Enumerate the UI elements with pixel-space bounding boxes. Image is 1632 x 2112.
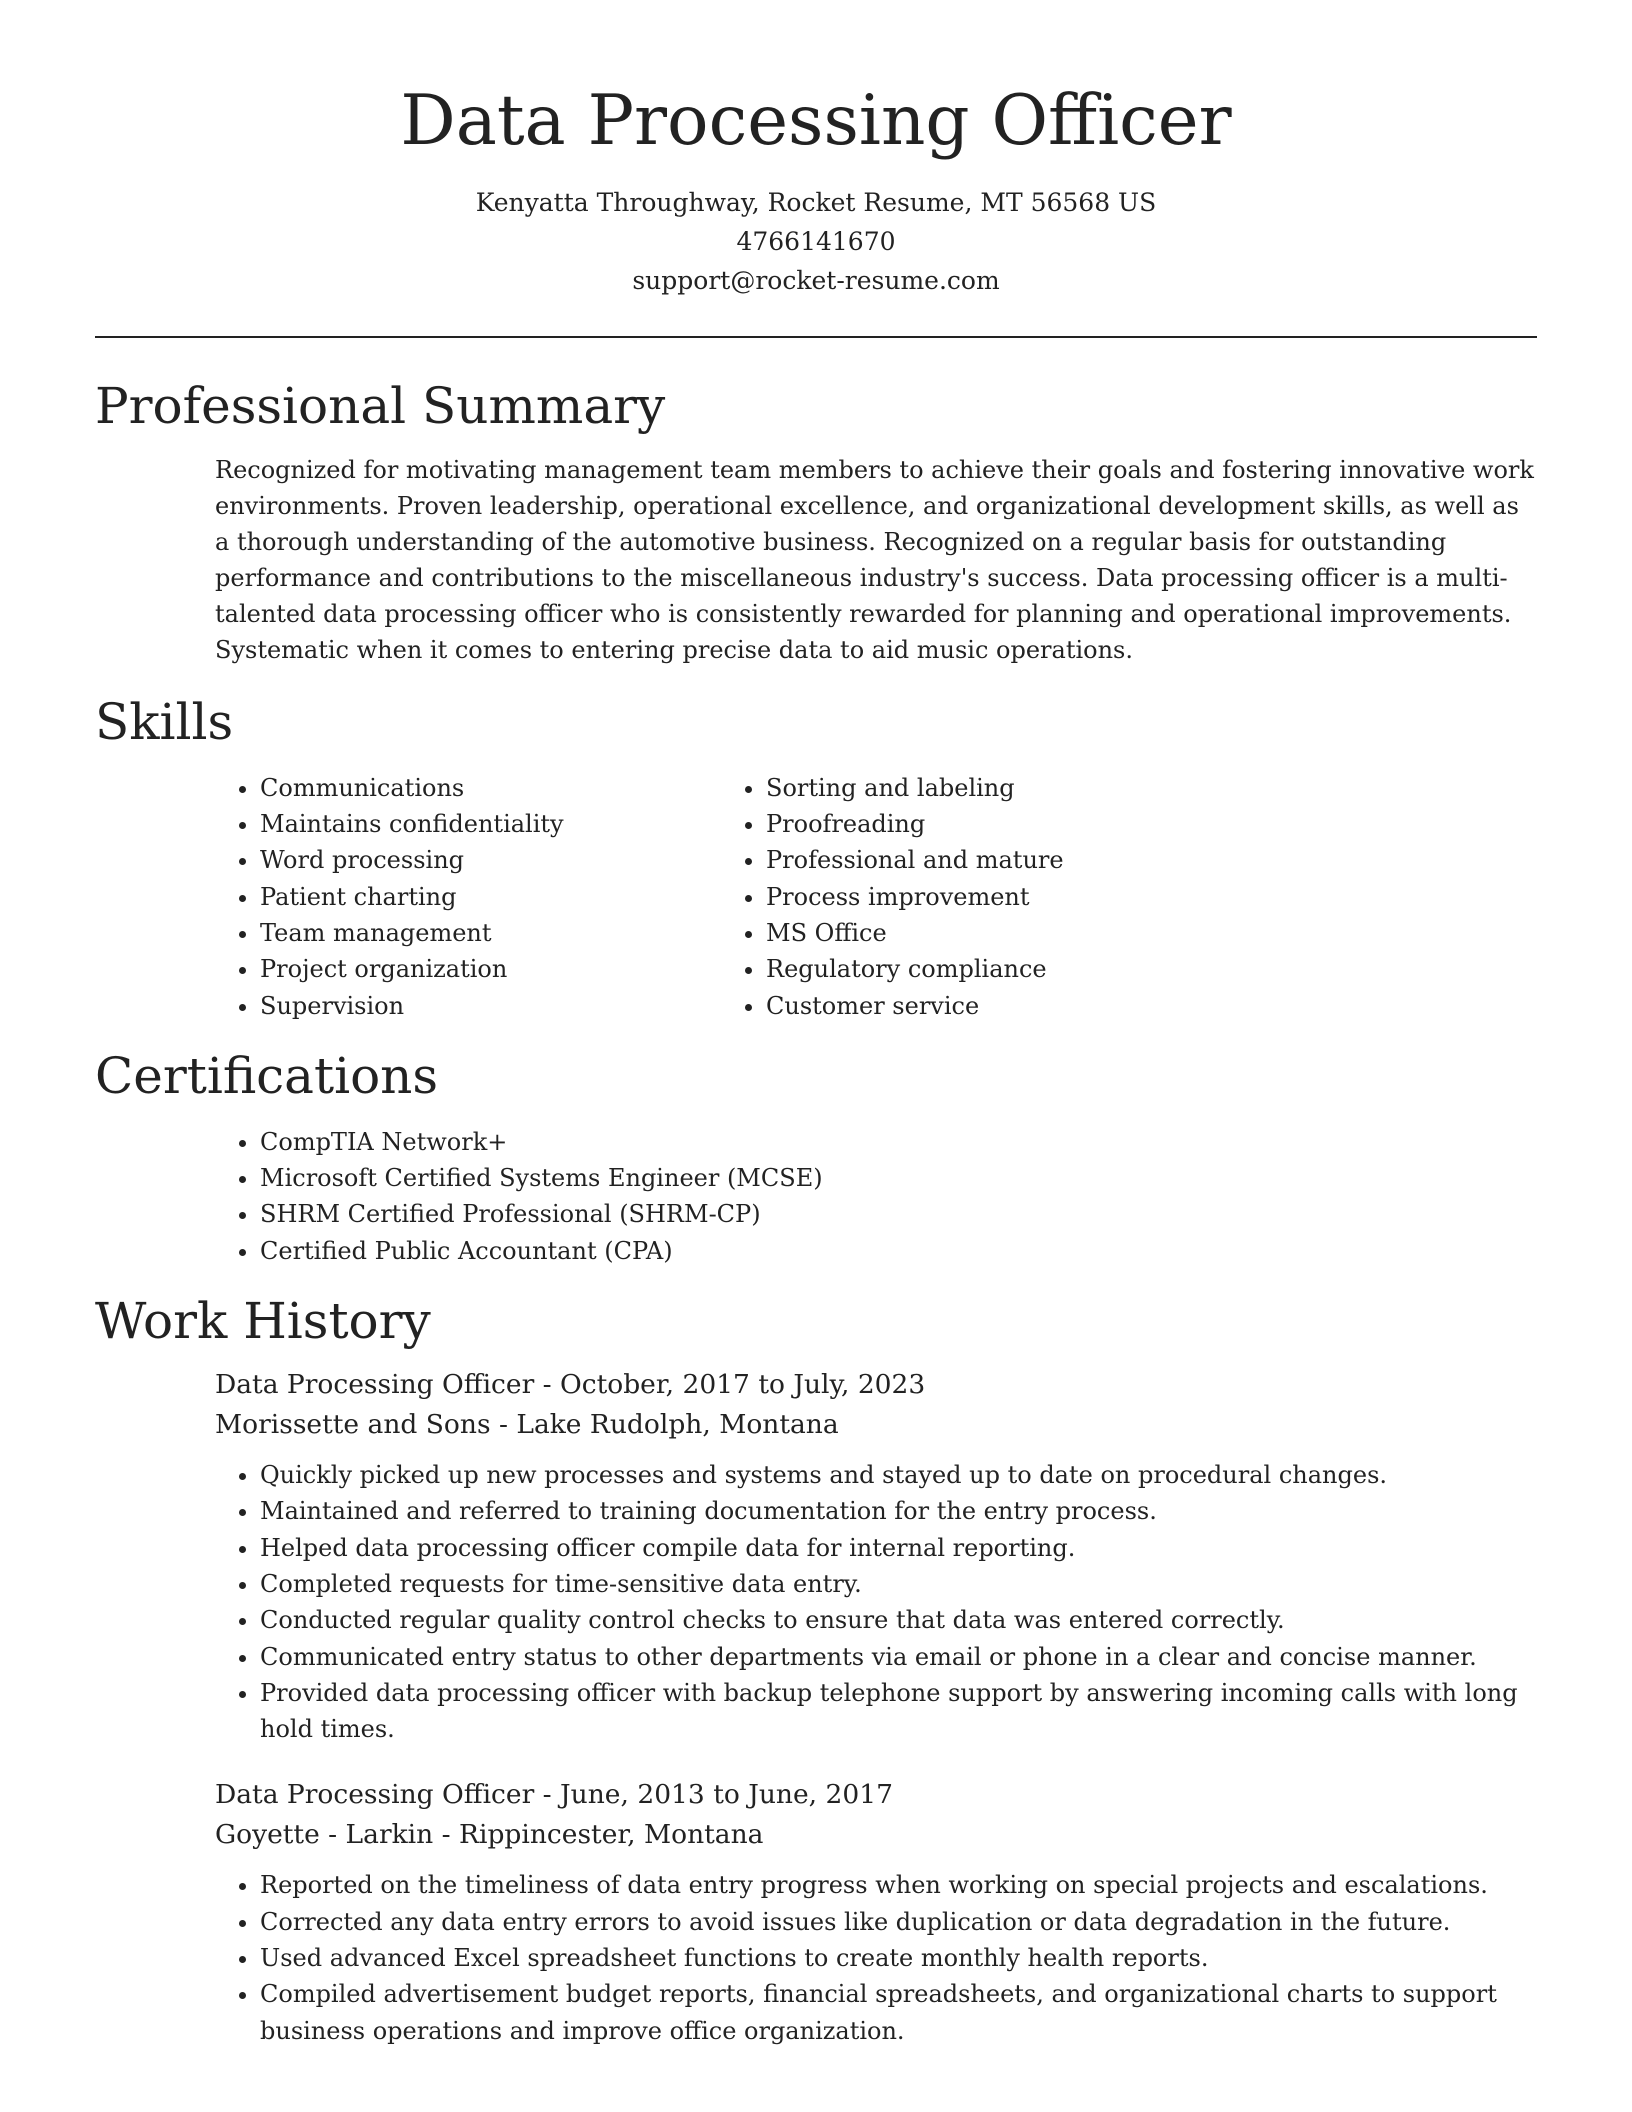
contact-address: Kenyatta Throughway, Rocket Resume, MT 56568 US xyxy=(475,187,1157,217)
skill-item: • Maintains confidentiality xyxy=(260,806,745,842)
contact-phone: 4766141670 xyxy=(736,226,896,256)
job-title-line xyxy=(215,1365,1537,1405)
skill-item: • Word processing xyxy=(260,842,745,878)
skills-heading: Skills xyxy=(95,692,234,751)
skills-column-2 xyxy=(766,770,1064,1024)
skill-item: • Professional and mature xyxy=(766,842,1064,878)
certifications-list xyxy=(95,1124,1537,1269)
work-history-heading: Work History xyxy=(95,1292,431,1351)
certification-item: • Certified Public Accountant (CPA) xyxy=(260,1233,1537,1269)
skill-item: • Team management xyxy=(260,915,745,951)
contact-email: support@rocket-resume.com xyxy=(632,265,1000,295)
job-bullets xyxy=(215,1867,1537,2048)
skill-item: • Sorting and labeling xyxy=(766,770,1064,806)
job-dates: - June, 2013 to June, 2017 xyxy=(534,1779,893,1811)
job-bullet: • Compiled advertisement budget reports, financial spreadsheets, and organizational charts to support business operations and improve office organization. xyxy=(260,1976,1537,2049)
job-bullet: • Provided data processing officer with backup telephone support by answering incoming calls with long hold times. xyxy=(260,1675,1537,1748)
job-company-line xyxy=(215,1405,1537,1445)
skill-item: • Supervision xyxy=(260,988,745,1024)
job-entry xyxy=(215,1365,1537,1747)
job-company: Morissette and Sons xyxy=(215,1409,491,1441)
certification-item: • CompTIA Network+ xyxy=(260,1124,1537,1160)
job-location: - Lake Rudolph, Montana xyxy=(490,1409,839,1441)
job-bullet: • Helped data processing officer compile data for internal reporting. xyxy=(260,1530,1537,1566)
summary-heading: Professional Summary xyxy=(95,376,666,435)
job-bullet: • Conducted regular quality control checks to ensure that data was entered correctly. xyxy=(260,1602,1537,1638)
job-bullet: • Maintained and referred to training documentation for the entry process. xyxy=(260,1493,1537,1529)
job-bullet: • Reported on the timeliness of data entry progress when working on special projects and escalations. xyxy=(260,1867,1537,1903)
certifications-heading: Certifications xyxy=(95,1046,439,1105)
job-bullet: • Corrected any data entry errors to avoid issues like duplication or data degradation in the future. xyxy=(260,1904,1537,1940)
skills-column-1 xyxy=(95,770,745,1024)
job-position: Data Processing Officer xyxy=(215,1779,535,1811)
summary-text: Recognized for motivating management team members to achieve their goals and fostering innovative work environments. Proven leadership, operational excellence, and organizational development skills, as well as a thorough understanding of the automotive business. Recognized on a regular basis for outstanding performance and contributions to the miscellaneous industry's success. Data processing officer is a multi-talented data processing officer who is consistently rewarded for planning and operational improvements. Systematic when it comes to entering precise data to aid music operations. xyxy=(215,455,1534,664)
job-location: - Rippincester, Montana xyxy=(433,1819,764,1851)
job-bullet: • Communicated entry status to other departments via email or phone in a clear and concise manner. xyxy=(260,1639,1537,1675)
job-dates: - October, 2017 to July, 2023 xyxy=(534,1369,926,1401)
job-bullet: • Used advanced Excel spreadsheet functions to create monthly health reports. xyxy=(260,1940,1537,1976)
contact-block xyxy=(95,183,1537,300)
job-bullet: • Quickly picked up new processes and systems and stayed up to date on procedural changes. xyxy=(260,1457,1537,1493)
skill-item: • Communications xyxy=(260,770,745,806)
certification-item: • SHRM Certified Professional (SHRM-CP) xyxy=(260,1196,1537,1232)
job-company: Goyette - Larkin xyxy=(215,1819,434,1851)
resume-name: Data Processing Officer xyxy=(400,81,1232,161)
certification-item: • Microsoft Certified Systems Engineer (MCSE) xyxy=(260,1160,1537,1196)
job-title-line xyxy=(215,1775,1537,1815)
skill-item: • Customer service xyxy=(766,988,1064,1024)
job-company-line xyxy=(215,1815,1537,1855)
skill-item: • Proofreading xyxy=(766,806,1064,842)
skill-item: • Regulatory compliance xyxy=(766,951,1064,987)
skill-item: • Process improvement xyxy=(766,879,1064,915)
job-position: Data Processing Officer xyxy=(215,1369,535,1401)
job-bullets xyxy=(215,1457,1537,1747)
header-divider xyxy=(95,336,1537,338)
resume-header xyxy=(95,80,1537,300)
job-bullet: • Completed requests for time-sensitive data entry. xyxy=(260,1566,1537,1602)
skill-item: • Patient charting xyxy=(260,879,745,915)
skill-item: • MS Office xyxy=(766,915,1064,951)
job-entry xyxy=(215,1775,1537,2048)
skill-item: • Project organization xyxy=(260,951,745,987)
skills-list xyxy=(95,770,1537,1024)
